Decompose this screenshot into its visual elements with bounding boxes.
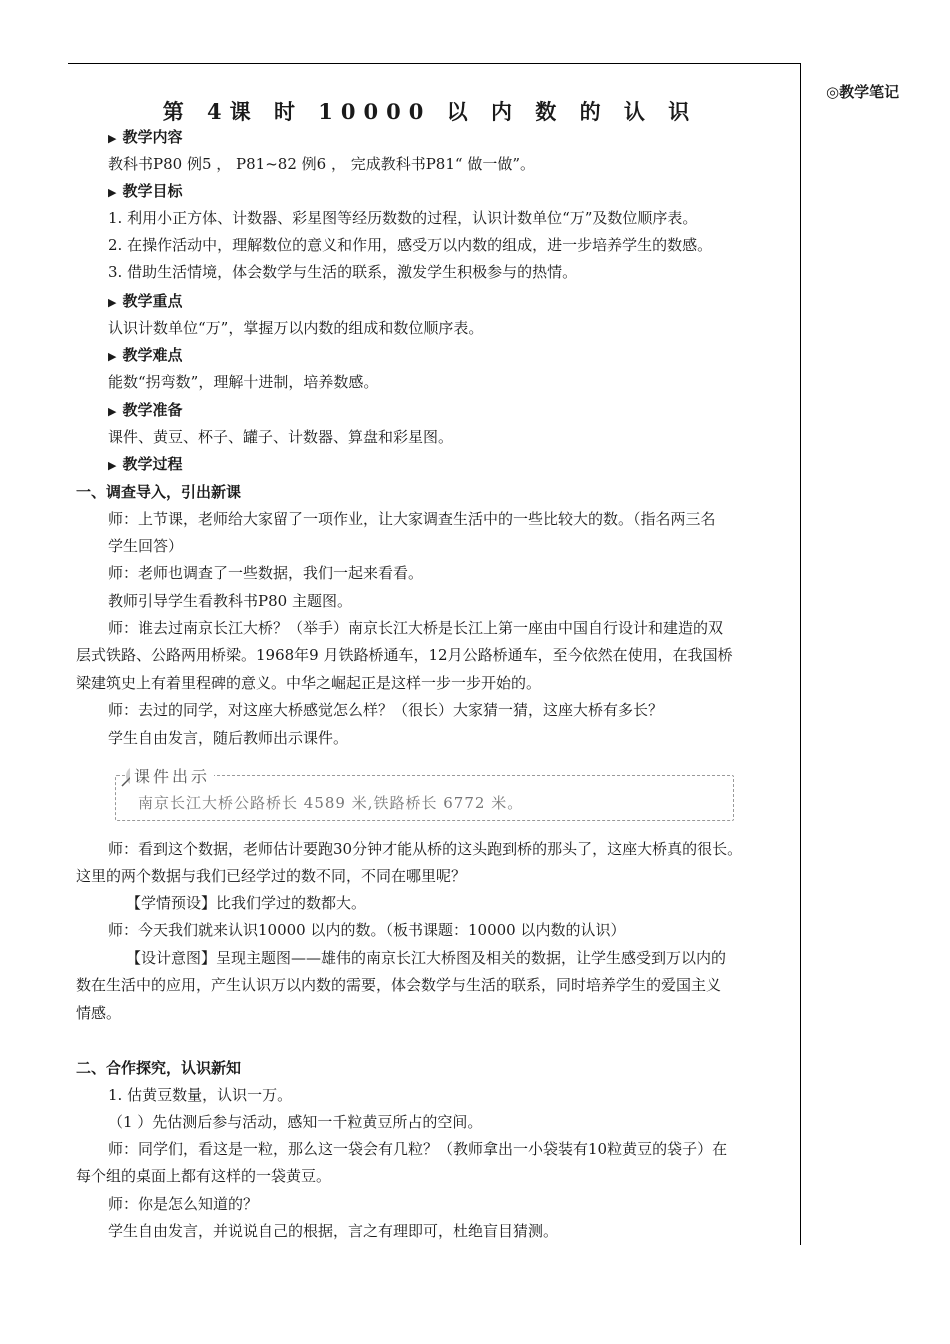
heading-goals: ▶ 教学目标: [108, 182, 183, 200]
text-line: （1 ）先估测后参与活动，感知一千粒黄豆所占的空间。: [108, 1113, 483, 1131]
section-heading: 二、合作探究，认识新知: [76, 1059, 242, 1077]
goal-item: 1. 利用小正方体、计数器、彩星图等经历数数的过程，认识计数单位“万”及数位顺序表。: [108, 209, 698, 227]
text-line: 这里的两个数据与我们已经学过的数不同，不同在哪里呢？: [76, 867, 467, 885]
triangle-bullet-icon: ▶: [108, 186, 117, 199]
heading-process: ▶ 教学过程: [108, 455, 183, 473]
goal-item: 2. 在操作活动中，理解数位的意义和作用，感受万以内数的组成，进一步培养学生的数感。: [108, 236, 713, 254]
heading-content: ▶ 教学内容: [108, 128, 183, 146]
text-line: 教科书P80 例5 ， P81~82 例6 ， 完成教科书P81“ 做一做”。: [108, 155, 535, 173]
text-line: 梁建筑史上有着里程碑的意义。中华之崛起正是这样一步一步开始的。: [76, 674, 542, 692]
text-line: 数在生活中的应用，产生认识万以内数的需要，体会数学与生活的联系，同时培养学生的爱国主义: [76, 976, 722, 994]
triangle-bullet-icon: ▶: [108, 459, 117, 472]
preset-note: 【学情预设】比我们学过的数都大。: [126, 894, 367, 912]
text-line: 学生自由发言，并说说自己的根据，言之有理即可，杜绝盲目猜测。: [108, 1222, 559, 1240]
triangle-bullet-icon: ▶: [108, 405, 117, 418]
text-line: 课件、黄豆、杯子、罐子、计数器、算盘和彩星图。: [108, 428, 454, 446]
heading-difficulties: ▶ 教学难点: [108, 346, 183, 364]
text-line: 学生自由发言，随后教师出示课件。: [108, 729, 349, 747]
text-line: 师：谁去过南京长江大桥？（举手）南京长江大桥是长江上第一座由中国自行设计和建造的双: [108, 619, 724, 637]
section-heading: 一、调查导入，引出新课: [76, 483, 242, 501]
lesson-title: 第 4课 时 10000 以 内 数 的 认 识: [162, 99, 698, 124]
text-line: 师：上节课，老师给大家留了一项作业，让大家调查生活中的一些比较大的数。（指名两三名: [108, 510, 716, 528]
text-line: 师：去过的同学，对这座大桥感觉怎么样？（很长）大家猜一猜，这座大桥有多长？: [108, 701, 664, 719]
heading-preparation: ▶ 教学准备: [108, 401, 183, 419]
goal-item: 3. 借助生活情境，体会数学与生活的联系，激发学生积极参与的热情。: [108, 263, 578, 281]
text-line: 学生回答）: [108, 537, 184, 555]
design-intent: 【设计意图】呈现主题图——雄伟的南京长江大桥图及相关的数据，让学生感受到万以内的: [126, 949, 727, 967]
margin-divider: [800, 63, 801, 1245]
heading-key-points: ▶ 教学重点: [108, 292, 183, 310]
text-line: 师：看到这个数据，老师估计要跑30分钟才能从桥的这头跑到桥的那头了，这座大桥真的很长。: [108, 840, 743, 858]
text-line: 师：你是怎么知道的？: [108, 1195, 259, 1213]
callout-label: 课件出示: [130, 764, 214, 787]
text-line: 情感。: [76, 1004, 122, 1022]
text-line: 层式铁路、公路两用桥梁。1968年9 月铁路桥通车，12月公路桥通车，至今依然在使用，在我国桥: [76, 646, 733, 664]
text-line: 师：同学们，看这是一粒，那么这一袋会有几粒？（教师拿出一小袋装有10粒黄豆的袋子）在: [108, 1140, 728, 1158]
text-line: 师：老师也调查了一些数据，我们一起来看看。: [108, 564, 424, 582]
text-line: 师：今天我们就来认识10000 以内的数。（板书课题：10000 以内数的认识）: [108, 921, 626, 939]
triangle-bullet-icon: ▶: [108, 350, 117, 363]
text-line: 认识计数单位“万”，掌握万以内数的组成和数位顺序表。: [108, 319, 484, 337]
text-line: 1. 估黄豆数量，认识一万。: [108, 1086, 293, 1104]
text-line: 教师引导学生看教科书P80 主题图。: [108, 592, 352, 610]
text-line: 每个组的桌面上都有这样的一袋黄豆。: [76, 1167, 332, 1185]
callout-text: 南京长江大桥公路桥长 4589 米,铁路桥长 6772 米。: [138, 794, 524, 812]
triangle-bullet-icon: ▶: [108, 296, 117, 309]
teaching-notes-label: ◎教学笔记: [826, 83, 900, 101]
text-line: 能数“拐弯数”，理解十进制，培养数感。: [108, 373, 379, 391]
top-rule: [68, 63, 801, 64]
triangle-bullet-icon: ▶: [108, 132, 117, 145]
